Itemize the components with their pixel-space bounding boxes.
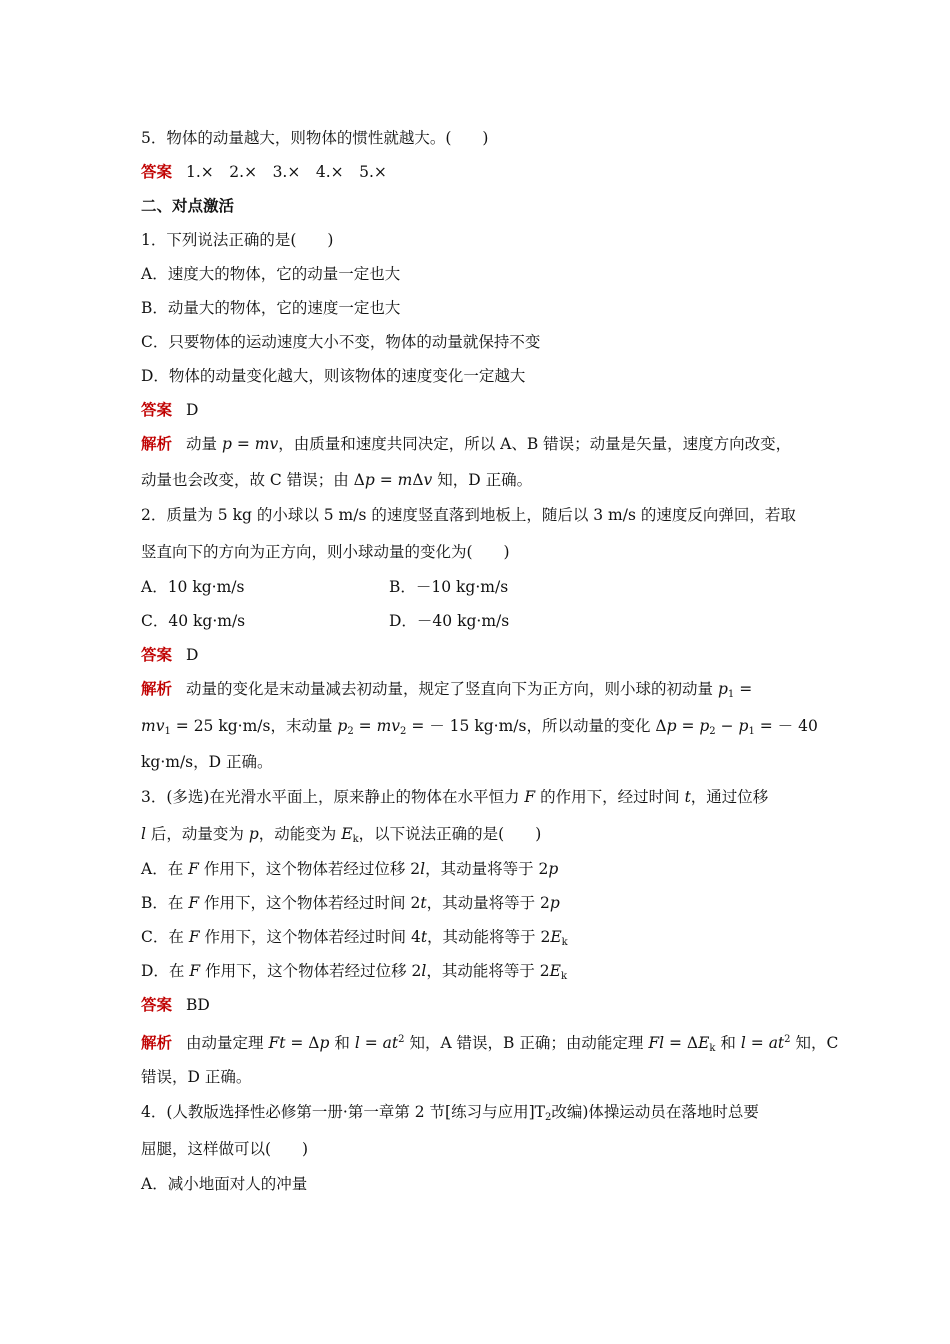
q2-answer: 答案 D <box>141 645 199 664</box>
prev-answers: 答案 1.× 2.× 3.× 4.× 5.× <box>141 162 387 181</box>
q3-answer: 答案 BD <box>141 995 210 1014</box>
prev-question-5: 5．物体的动量越大，则物体的惯性就越大。( ) <box>141 129 489 147</box>
q1-option-a: A．速度大的物体，它的动量一定也大 <box>141 265 401 283</box>
q3-option-c: C．在 F 作用下，这个物体若经过时间 4t，其动能将等于 $2E_k$ <box>141 928 568 948</box>
q2-explanation-line2: $mv_1 = 25$ kg·m/s，末动量 $p_2 = mv_2$ = － 15 kg·m/s，所以动量的变化 $\Delta p = p_2 - p_1$ = － 40 <box>141 717 818 737</box>
q1-explanation-line2: 动量也会改变，故 C 错误；由 Δp = mΔv 知，D 正确。 <box>141 471 533 489</box>
q1-explanation-line1: 解析 动量 p = mv，由质量和速度共同决定，所以 A、B 错误；动量是矢量，速度方向改变， <box>141 434 792 453</box>
q2-explanation-line1: 解析 动量的变化是末动量减去初动量，规定了竖直向下为正方向，则小球的初动量 $p_1$ = <box>141 679 753 700</box>
q3-explanation-line1: 解析 由动量定理 Ft = Δp 和 $l = at^2$ 知，A 错误，B 正确；由动能定理 $Fl = \Delta E_k$ 和 $l = at^2$ 知，C <box>141 1033 839 1054</box>
q2-option-d: D．－40 kg·m/s <box>389 612 510 630</box>
q1-option-c: C．只要物体的运动速度大小不变，物体的动量就保持不变 <box>141 333 541 351</box>
q4-stem-line1: 4．(人教版选择性必修第一册·第一章第 2 节[练习与应用]$T_2$改编)体操运动员在落地时总要 <box>141 1103 759 1123</box>
section-title: 二、对点激活 <box>141 196 235 215</box>
q1-stem: 1．下列说法正确的是( ) <box>141 231 334 249</box>
q2-stem-line1: 2．质量为 5 kg 的小球以 5 m/s 的速度竖直落到地板上，随后以 3 m/s 的速度反向弹回，若取 <box>141 506 796 524</box>
q1-option-b: B．动量大的物体，它的速度一定也大 <box>141 299 401 317</box>
q3-option-b: B．在 F 作用下，这个物体若经过时间 2t，其动量将等于 2p <box>141 894 560 912</box>
q3-option-a: A．在 F 作用下，这个物体若经过位移 2l，其动量将等于 2p <box>141 860 559 878</box>
q3-option-d: D．在 F 作用下，这个物体若经过位移 2l，其动能将等于 $2E_k$ <box>141 962 568 982</box>
q1-answer: 答案 D <box>141 400 199 419</box>
q3-stem-line2: l 后，动量变为 p，动能变为 $E_k$，以下说法正确的是( ) <box>141 825 542 845</box>
q4-stem-line2: 屈腿，这样做可以( ) <box>141 1140 309 1158</box>
q2-option-a: A．10 kg·m/s <box>141 578 245 596</box>
q3-stem-line1: 3．(多选)在光滑水平面上，原来静止的物体在水平恒力 F 的作用下，经过时间 t，通过位移 <box>141 788 769 806</box>
q2-options-row2 <box>141 611 822 631</box>
q1-option-d: D．物体的动量变化越大，则该物体的速度变化一定越大 <box>141 367 526 385</box>
q3-explanation-line2: 错误，D 正确。 <box>141 1068 252 1086</box>
answer-label: 答案 <box>141 162 173 181</box>
q2-explanation-line3: kg·m/s，D 正确。 <box>141 753 273 771</box>
q4-option-a: A．减小地面对人的冲量 <box>141 1175 308 1193</box>
q2-option-c: C．40 kg·m/s <box>141 612 246 630</box>
q2-options-row1 <box>141 577 822 597</box>
q2-option-b: B．－10 kg·m/s <box>389 578 509 596</box>
q2-stem-line2: 竖直向下的方向为正方向，则小球动量的变化为( ) <box>141 543 510 561</box>
